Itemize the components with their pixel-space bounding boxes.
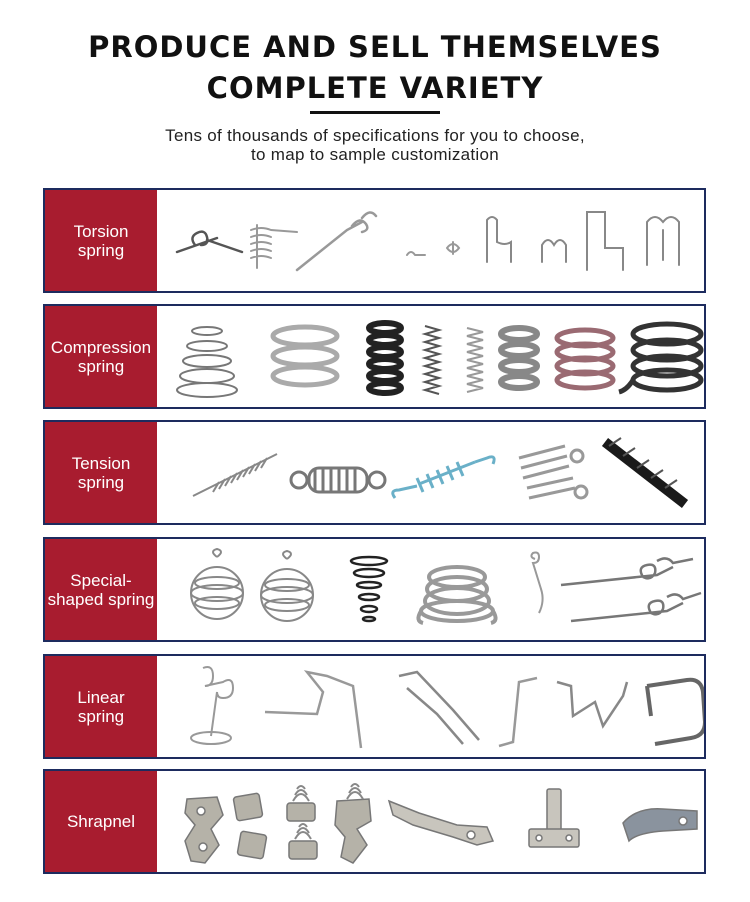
category-row-compression: [43, 304, 706, 409]
subtitle-line2: to map to sample customization: [250, 145, 500, 164]
page-title-line1: PRODUCE AND SELL THEMSELVES: [88, 30, 662, 64]
category-row-torsion: [43, 188, 706, 293]
category-label-shrapnel: Shrapnel: [45, 771, 157, 872]
category-row-linear: [43, 654, 706, 759]
category-row-tension: [43, 420, 706, 525]
compression-spring-photos: [157, 306, 704, 407]
category-label-special-shaped: Special- shaped spring: [45, 539, 157, 640]
title-underline: [310, 111, 440, 114]
shrapnel-photos: [157, 771, 704, 872]
subtitle-line1: Tens of thousands of specifications for you to choose,: [165, 126, 585, 145]
category-label-compression: Compression spring: [45, 306, 157, 407]
tension-spring-photos: [157, 422, 704, 523]
page-title-line2: COMPLETE VARIETY: [206, 71, 544, 105]
category-row-special-shaped: [43, 537, 706, 642]
category-label-torsion: Torsion spring: [45, 190, 157, 291]
category-row-shrapnel: [43, 769, 706, 874]
linear-spring-photos: [157, 656, 704, 757]
category-label-linear: Linear spring: [45, 656, 157, 757]
special-shaped-spring-photos: [157, 539, 704, 640]
torsion-spring-photos: [157, 190, 704, 291]
category-label-tension: Tension spring: [45, 422, 157, 523]
